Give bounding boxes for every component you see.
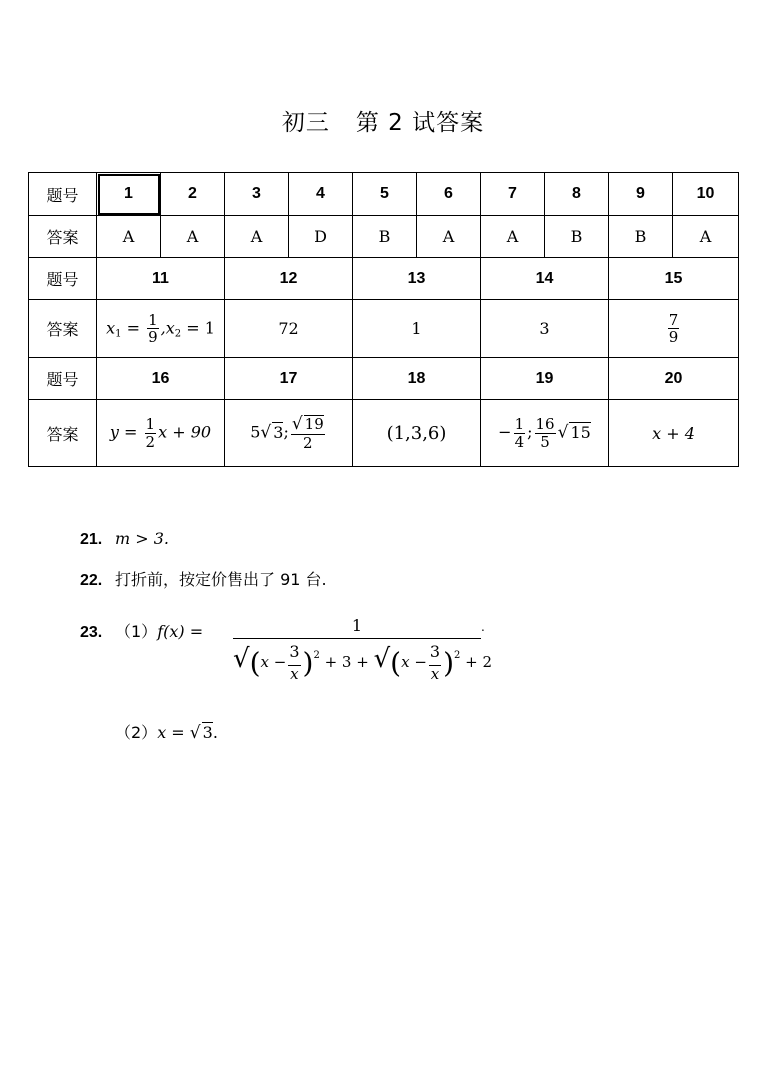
answer-cell: B <box>353 216 417 258</box>
fraction-numerator: 1 <box>145 415 156 433</box>
fraction-denominator: 5 <box>540 432 550 451</box>
fraction <box>145 416 157 450</box>
fraction-denominator: 9 <box>148 328 158 346</box>
fraction-denominator: 4 <box>514 432 525 451</box>
table-row-answers-1 <box>29 216 739 258</box>
fraction-denominator: x <box>430 665 440 683</box>
fraction-numerator: 3 <box>429 643 441 666</box>
question-number: 20 <box>609 358 739 400</box>
answer-cell-17 <box>225 400 353 467</box>
fraction-denominator: x <box>290 665 299 683</box>
math-text: ; <box>527 422 533 442</box>
question-number: 4 <box>289 173 353 216</box>
question-number: 5 <box>353 173 417 216</box>
answer-cell-15 <box>609 300 739 358</box>
paren: ( <box>249 646 261 680</box>
math-text: = 1 <box>181 318 215 337</box>
fraction <box>535 416 556 450</box>
fraction-denominator: 9 <box>668 328 679 346</box>
answer-cell: A <box>481 216 545 258</box>
question-number: 8 <box>545 173 609 216</box>
fraction <box>514 416 526 450</box>
paren: ) <box>302 646 314 680</box>
answer-cell-14: 3 <box>481 300 609 358</box>
answer-cell-11 <box>97 300 225 358</box>
answer-cell-12: 72 <box>225 300 353 358</box>
question-number: 11 <box>97 258 225 300</box>
question-number: 10 <box>673 173 739 216</box>
math-text: x = <box>157 723 190 742</box>
math-text: − <box>498 422 512 442</box>
math-text: x − <box>260 652 287 671</box>
question-number: 6 <box>417 173 481 216</box>
question-number: 12 <box>225 258 353 300</box>
answer-cell-13: 1 <box>353 300 481 358</box>
answer-21 <box>80 529 169 549</box>
exponent: 2 <box>313 649 320 661</box>
table-row-questions-3 <box>29 358 739 400</box>
item-number: 23. <box>80 624 103 641</box>
table-row-answers-2 <box>29 300 739 358</box>
answer-cell: B <box>545 216 609 258</box>
question-number: 13 <box>353 258 481 300</box>
row-label-question: 题号 <box>29 358 97 400</box>
math-subscript: 2 <box>174 328 182 339</box>
math-text: y = <box>109 422 143 442</box>
paren: ) <box>443 646 455 680</box>
math-text: ; <box>283 422 289 442</box>
table-row-questions-1 <box>29 173 739 216</box>
title-test: 第 2 试答案 <box>355 110 485 136</box>
radicand: 15 <box>570 422 591 442</box>
radicand: 19 <box>304 414 324 433</box>
math-var: x <box>106 318 116 337</box>
radical-sign: √ <box>557 422 569 443</box>
question-number: 16 <box>97 358 225 400</box>
answer-22 <box>80 567 327 590</box>
answer-cell-19 <box>481 400 609 467</box>
answer-table <box>28 172 739 467</box>
math-text: x + 90 <box>158 422 212 442</box>
fraction-numerator: 1 <box>514 415 525 433</box>
fraction <box>147 312 159 346</box>
math-text: f(x) = <box>157 622 204 641</box>
radicand: 3 <box>273 422 284 442</box>
row-label-answer: 答案 <box>29 400 97 467</box>
fraction-numerator: 1 <box>148 310 158 329</box>
fraction-numerator <box>291 415 325 435</box>
item-number: 22. <box>80 572 103 589</box>
answer-cell: B <box>609 216 673 258</box>
item-number: 21. <box>80 531 103 548</box>
fraction-numerator: 16 <box>535 415 555 433</box>
answer-cell: A <box>673 216 739 258</box>
answer-cell: A <box>97 216 161 258</box>
question-number: 17 <box>225 358 353 400</box>
item-text: 打折前，按定价售出了 91 台. <box>115 570 327 589</box>
answer-cell-20: x + 4 <box>609 400 739 467</box>
question-number: 18 <box>353 358 481 400</box>
answer-23-part2 <box>115 720 218 743</box>
radical-sign: √ <box>291 413 303 434</box>
question-number: 9 <box>609 173 673 216</box>
math-var: ,x <box>160 318 175 337</box>
math-text: + 2 <box>460 652 493 671</box>
question-number: 3 <box>225 173 289 216</box>
table-row-questions-2 <box>29 258 739 300</box>
math-text: = <box>121 318 146 337</box>
fraction-f-of-x <box>233 616 493 683</box>
math-subscript: 1 <box>115 328 122 339</box>
item-part-label: （1） <box>115 622 158 641</box>
item-part-label: （2） <box>115 723 158 742</box>
radical-sign: √ <box>189 723 201 743</box>
radical-sign: √ <box>233 643 250 674</box>
answer-cell: D <box>289 216 353 258</box>
row-label-question: 题号 <box>29 258 97 300</box>
fraction-numerator: 7 <box>668 310 679 329</box>
question-number: 2 <box>161 173 225 216</box>
radicand: 3 <box>202 723 213 742</box>
radical-sign: √ <box>260 422 272 443</box>
answer-cell: A <box>417 216 481 258</box>
fraction-denominator <box>233 639 493 683</box>
exponent: 2 <box>454 649 461 661</box>
math-text: + 3 + <box>319 652 374 671</box>
fraction <box>288 643 300 683</box>
row-label-answer: 答案 <box>29 216 97 258</box>
fraction-denominator: 2 <box>145 432 156 451</box>
question-number: 1 <box>97 173 161 216</box>
row-label-answer: 答案 <box>29 300 97 358</box>
fraction-numerator: 3 <box>288 643 300 666</box>
title-grade: 初三 <box>281 110 330 136</box>
math-text: . <box>212 723 218 742</box>
question-number: 15 <box>609 258 739 300</box>
question-number: 14 <box>481 258 609 300</box>
question-number: 7 <box>481 173 545 216</box>
radical-sign: √ <box>373 643 391 674</box>
fraction <box>668 312 680 346</box>
fraction <box>291 415 325 451</box>
fraction <box>429 643 441 683</box>
fraction-numerator: 1 <box>233 616 481 639</box>
paren: ( <box>390 646 402 680</box>
fraction-denominator: 2 <box>303 433 313 452</box>
math-text: 5 <box>250 422 261 442</box>
table-row-answers-3 <box>29 400 739 467</box>
item-text: m > 3. <box>115 529 170 548</box>
question-number: 19 <box>481 358 609 400</box>
answer-cell-18: (1,3,6) <box>353 400 481 467</box>
answer-cell: A <box>161 216 225 258</box>
answer-23 <box>80 619 203 642</box>
page-title <box>0 104 766 137</box>
answer-cell: A <box>225 216 289 258</box>
row-label-question: 题号 <box>29 173 97 216</box>
fraction-end-period: . <box>481 620 485 634</box>
answer-cell-16 <box>97 400 225 467</box>
math-text: x − <box>401 652 427 671</box>
